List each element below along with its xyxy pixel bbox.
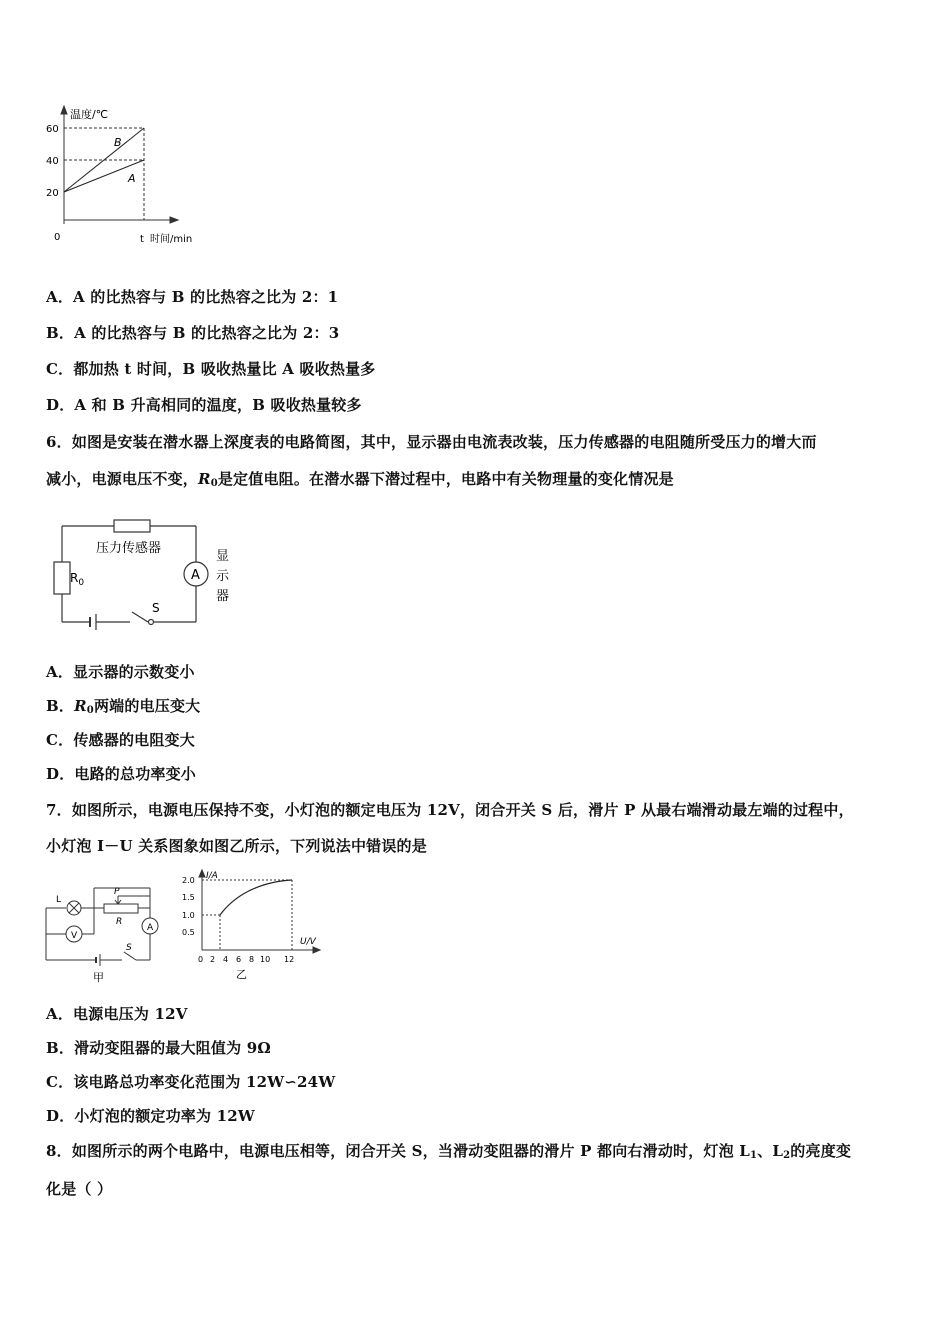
temperature-time-graph <box>40 104 230 254</box>
r0-label-sub: 0 <box>78 578 85 588</box>
switch-label-q7: S <box>126 943 132 953</box>
iu-ytick-0-5: 0.5 <box>182 928 195 937</box>
t-label: t <box>140 234 144 245</box>
q7-stem-line2: 小灯泡 I－U 关系图象如图乙所示，下列说法中错误的是 <box>46 837 427 855</box>
q7-option-b: B．滑动变阻器的最大阻值为 9Ω <box>46 1039 271 1057</box>
caption-jia: 甲 <box>93 971 104 984</box>
pressure-sensor-circuit <box>44 514 244 634</box>
q7-option-c: C．该电路总功率变化范围为 12W∽24W <box>46 1073 336 1091</box>
iu-xtick-10: 10 <box>260 955 271 964</box>
q7-option-d: D．小灯泡的额定功率为 12W <box>46 1107 255 1125</box>
iu-xtick-4: 4 <box>223 955 229 964</box>
iu-xtick-8: 8 <box>249 955 255 964</box>
switch-label: S <box>152 601 160 615</box>
q6-option-a: A．显示器的示数变小 <box>46 663 195 681</box>
q6-stem-r0-sub: 0 <box>210 478 218 489</box>
switch-lever <box>132 612 148 622</box>
lamp-rheostat-circuit <box>38 880 168 985</box>
tick-40: 40 <box>46 156 59 167</box>
y-axis-label: 温度/℃ <box>70 108 109 121</box>
q6-option-b <box>46 695 200 716</box>
q6-stem-line1: 6．如图是安装在潜水器上深度表的电路简图，其中，显示器由电流表改装，压力传感器的电阻随所受压力的增大而 <box>46 433 817 451</box>
q6-option-d: D．电路的总功率变小 <box>46 765 197 783</box>
q5-option-d: D．A 和 B 升高相同的温度，B 吸收热量较多 <box>46 396 362 414</box>
r0-resistor <box>54 562 70 594</box>
line-b-label: B <box>114 136 122 149</box>
q6-stem-line2 <box>46 468 674 489</box>
q8-stem-text-a: 8．如图所示的两个电路中，电源电压相等，闭合开关 S，当滑动变阻器的滑片 P 都向右滑动时，灯泡 L <box>46 1142 750 1160</box>
q6-option-b-prefix: B． <box>46 697 75 715</box>
display-char-3: 器 <box>216 589 230 604</box>
iu-x-label: U/V <box>300 937 316 947</box>
x-axis-label: 时间/min <box>150 234 193 245</box>
iu-xtick-0: 0 <box>198 955 204 964</box>
r0-label-r: R <box>70 571 79 585</box>
rheostat <box>104 904 138 913</box>
iu-ytick-1-5: 1.5 <box>182 893 195 902</box>
display-char-1: 显 <box>216 549 230 564</box>
sensor-resistor <box>114 520 150 532</box>
tick-60: 60 <box>46 124 59 135</box>
sensor-label: 压力传感器 <box>96 541 162 556</box>
switch-lever-q7 <box>124 952 136 960</box>
q6-stem-text-a: 减小，电源电压不变， <box>46 470 199 488</box>
q8-l1-sub: 1 <box>750 1150 758 1161</box>
q5-option-a: A．A 的比热容与 B 的比热容之比为 2：1 <box>46 288 339 306</box>
q7-stem-line1: 7．如图所示，电源电压保持不变，小灯泡的额定电压为 12V，闭合开关 S 后，滑片 P 从最右端滑动最左端的过程中， <box>46 801 854 819</box>
iu-xtick-6: 6 <box>236 955 242 964</box>
q7-option-a: A．电源电压为 12V <box>46 1005 188 1023</box>
line-a-label: A <box>128 172 136 185</box>
ammeter-label: A <box>191 568 200 583</box>
iu-xtick-2: 2 <box>210 955 216 964</box>
tick-20: 20 <box>46 188 59 199</box>
iu-curve <box>220 880 292 915</box>
origin-label: 0 <box>54 232 61 243</box>
q6-option-b-rest: 两端的电压变大 <box>93 697 201 715</box>
iu-ytick-2-0: 2.0 <box>182 876 195 885</box>
q6-option-b-sub: 0 <box>86 705 94 716</box>
voltmeter-label: V <box>71 931 78 941</box>
q8-l2-sub: 2 <box>783 1150 791 1161</box>
r0-label <box>70 571 84 588</box>
iu-ytick-1-0: 1.0 <box>182 911 195 920</box>
q8-sep: 、L <box>757 1142 784 1160</box>
r-label: R <box>116 917 123 927</box>
q6-option-c: C．传感器的电阻变大 <box>46 731 195 749</box>
iu-xtick-12: 12 <box>284 955 295 964</box>
x-axis-arrow <box>170 217 178 223</box>
ammeter-label-q7: A <box>147 923 154 933</box>
iu-y-label: I/A <box>206 871 218 881</box>
q5-option-c: C．都加热 t 时间，B 吸收热量比 A 吸收热量多 <box>46 360 376 378</box>
caption-yi: 乙 <box>236 968 247 981</box>
display-char-2: 示 <box>216 569 230 584</box>
q8-stem-line1 <box>46 1140 851 1161</box>
q6-stem-text-b: 是定值电阻。在潜水器下潜过程中，电路中有关物理量的变化情况是 <box>217 470 674 488</box>
i-u-graph <box>176 868 326 983</box>
q5-option-b: B．A 的比热容与 B 的比热容之比为 2：3 <box>46 324 340 342</box>
q8-stem-line2: 化是（ ） <box>46 1180 113 1198</box>
q8-stem-text-b: 的亮度变 <box>790 1142 852 1160</box>
q6-option-b-r0: R <box>74 697 87 715</box>
p-label: P <box>114 887 120 897</box>
lamp-label: L <box>56 895 62 905</box>
y-axis-arrow <box>61 106 67 114</box>
q6-stem-r0: R <box>198 470 211 488</box>
